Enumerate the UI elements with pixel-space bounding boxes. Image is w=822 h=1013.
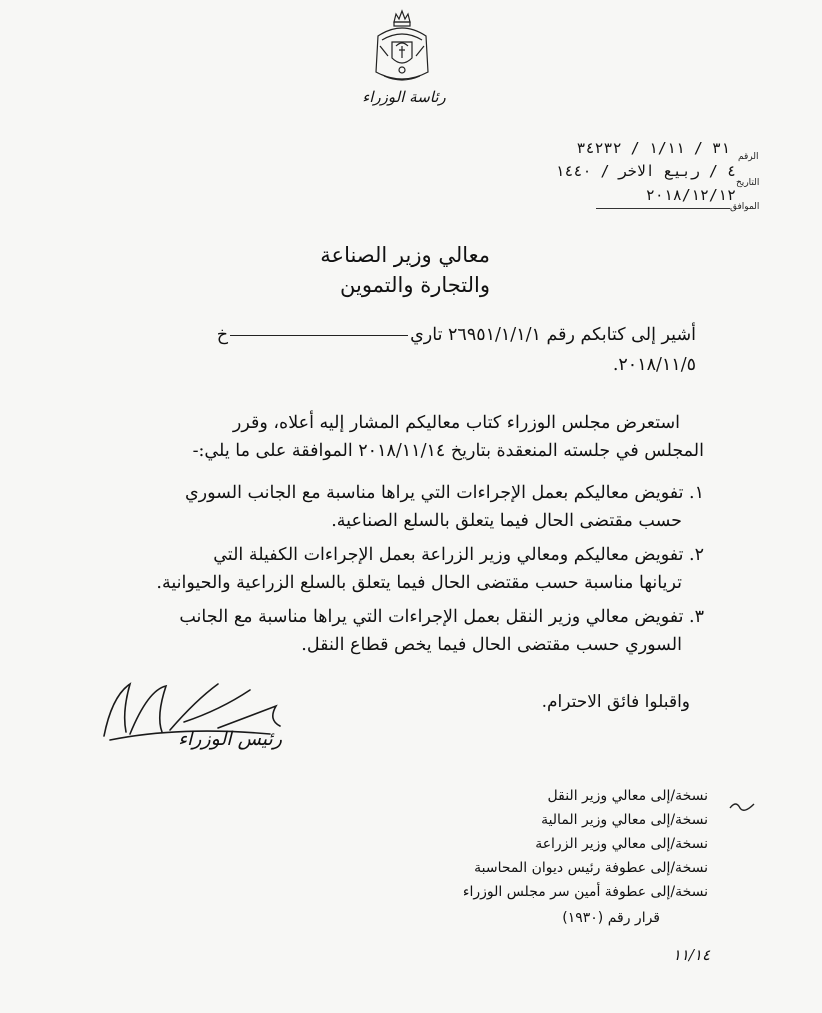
body-intro-line-1: استعرض مجلس الوزراء كتاب معاليكم المشار إليه أعلاه، وقرر: [232, 413, 680, 433]
hijri-date-value: ٤ / ربيع الاخر / ١٤٤٠: [555, 162, 736, 180]
reference-line-2: ٢٠١٨/١١/٥.: [612, 355, 696, 375]
reference-text: أشير إلى كتابكم رقم ٢٦٩٥١/١/١/١ تاري: [410, 325, 696, 345]
gregorian-date-value: ٢٠١٨/١٢/١٢: [645, 186, 736, 204]
office-name: رئاسة الوزراء: [362, 88, 446, 106]
reference-number-label: الرقم: [738, 152, 759, 162]
signatory-title: رئيس الوزراء: [178, 728, 282, 750]
cc-line-1-text: نسخة/إلى معالي وزير النقل: [547, 788, 708, 804]
date-label: التاريخ: [736, 178, 760, 188]
gregorian-underline: [596, 208, 730, 209]
handwritten-mark-icon: [728, 796, 756, 818]
decision-number: قرار رقم (١٩٣٠): [562, 910, 660, 926]
item-2-line-2: تريانها مناسبة حسب مقتضى الحال فيما يتعلق بالسلع الزراعية والحيوانية.: [156, 573, 682, 593]
reference-text-end: خ: [216, 325, 229, 345]
addressee-line-2: والتجارة والتموين: [339, 273, 490, 297]
handwritten-footer-date: ١١/١٤: [672, 946, 710, 964]
cc-line-4: نسخة/إلى عطوفة رئيس ديوان المحاسبة: [474, 860, 708, 876]
item-3-line-1: ٣. تفويض معالي وزير النقل بعمل الإجراءات التي يراها مناسبة مع الجانب: [179, 607, 704, 627]
reference-dash: [230, 335, 408, 336]
body-intro-line-2: المجلس في جلسته المنعقدة بتاريخ ٢٠١٨/١١/١٤ الموافقة على ما يلي:-: [192, 441, 704, 461]
cc-line-2: نسخة/إلى معالي وزير المالية: [541, 812, 708, 828]
reference-line-1: [96, 320, 696, 350]
item-1-line-1: ١. تفويض معاليكم بعمل الإجراءات التي يراها مناسبة مع الجانب السوري: [184, 483, 704, 503]
gregorian-date-label: الموافق: [730, 202, 760, 212]
item-2-line-1: ٢. تفويض معاليكم ومعالي وزير الزراعة بعمل الإجراءات الكفيلة التي: [213, 545, 704, 565]
cc-line-3: نسخة/إلى معالي وزير الزراعة: [535, 836, 708, 852]
jordan-coat-of-arms-icon: [370, 6, 434, 90]
cc-line-5: نسخة/إلى عطوفة أمين سر مجلس الوزراء: [462, 884, 708, 900]
cc-line-1: [412, 786, 708, 806]
item-1-line-2: حسب مقتضى الحال فيما يتعلق بالسلع الصناعية.: [331, 511, 682, 531]
closing-greeting: واقبلوا فائق الاحترام.: [541, 692, 690, 712]
addressee-line-1: معالي وزير الصناعة: [320, 243, 490, 267]
reference-number-value: ٣١ / ١/١١ / ٣٤٢٣٢: [576, 139, 730, 157]
item-3-line-2: السوري حسب مقتضى الحال فيما يخص قطاع النقل.: [301, 635, 682, 655]
